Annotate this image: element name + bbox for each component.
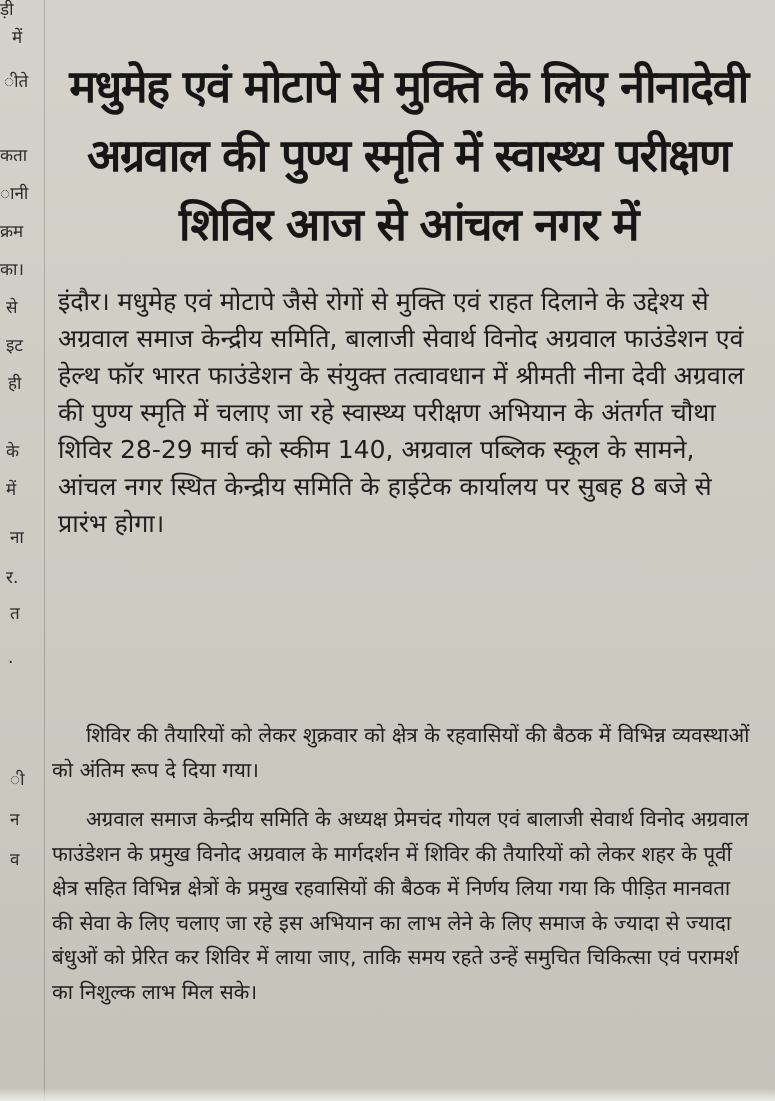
fragment: व <box>10 850 20 870</box>
fragment: ड़ी <box>0 0 14 20</box>
fragment: ही <box>8 374 22 394</box>
fragment: ानी <box>0 184 29 204</box>
article-paragraph: शिविर की तैयारियों को लेकर शुक्रवार को क्षेत्र के रहवासियों की बैठक में विभिन्न व्यवस्थाओं को अंतिम रूप दे दिया गया। <box>52 723 750 782</box>
fragment: . <box>8 648 14 668</box>
article-lead-paragraph: इंदौर। मधुमेह एवं मोटापे जैसे रोगों से मुक्ति एवं राहत दिलाने के उद्देश्य से अग्रवाल समाज केन्द्रीय समिति, बालाजी सेवार्थ विनोद अग्रवाल फाउंडेशन एवं हेल्थ फॉर भारत फाउंडेशन के संयुक्त तत्वावधान में श्रीमती नीना देवी अग्रवाल की पुण्य स्मृति में चलाए जा रहे स्वास्थ्य परीक्षण अभियान के अंतर्गत चौथा शिविर 28-29 मार्च को स्कीम 140, अग्रवाल पब्लिक स्कूल के सामने, आंचल नगर स्थित केन्द्रीय समिति के हाईटेक कार्यालय पर सुबह 8 बजे से प्रारंभ होगा। <box>58 287 745 538</box>
fragment: ी <box>10 770 25 790</box>
fragment: ना <box>10 528 24 548</box>
fragment: इट <box>6 336 23 356</box>
page-edge <box>0 1088 775 1101</box>
fragment: त <box>10 604 20 624</box>
fragment: क्रम <box>0 222 24 242</box>
fragment: र. <box>6 568 19 588</box>
adjacent-column-fragments <box>0 0 42 1101</box>
article-paragraph: अग्रवाल समाज केन्द्रीय समिति के अध्यक्ष प्रेमचंद गोयल एवं बालाजी सेवार्थ विनोद अग्रवाल फाउंडेशन के प्रमुख विनोद अग्रवाल के मार्गदर्शन में शिविर की तैयारियों को लेकर शहर के पूर्वी क्षेत्र सहित विभिन्न क्षेत्रों के प्रमुख रहवासियों की बैठक में निर्णय लिया गया कि पीड़ित मानवता की सेवा के लिए चलाए जा रहे इस अभियान का लाभ लेने के लिए समाज के ज्यादा से ज्यादा बंधुओं को प्रेरित कर शिविर में लाया जाए, ताकि समय रहते उन्हें समुचित चिकित्सा एवं परामर्श का निशुल्क लाभ मिल सके। <box>52 807 749 1004</box>
fragment: के <box>6 442 20 462</box>
fragment: कता <box>0 146 28 166</box>
column-divider <box>44 0 45 1101</box>
fragment: में <box>12 28 23 48</box>
fragment: का। <box>0 260 24 280</box>
fragment: न <box>10 810 20 830</box>
article-headline: मधुमेह एवं मोटापे से मुक्ति के लिए नीनादेवी अग्रवाल की पुण्य स्मृति में स्वास्थ्य परीक्षण शिविर आज से आंचल नगर में <box>69 60 748 251</box>
fragment: ीते <box>4 72 29 92</box>
fragment: से <box>6 298 18 318</box>
fragment: में <box>6 480 17 500</box>
